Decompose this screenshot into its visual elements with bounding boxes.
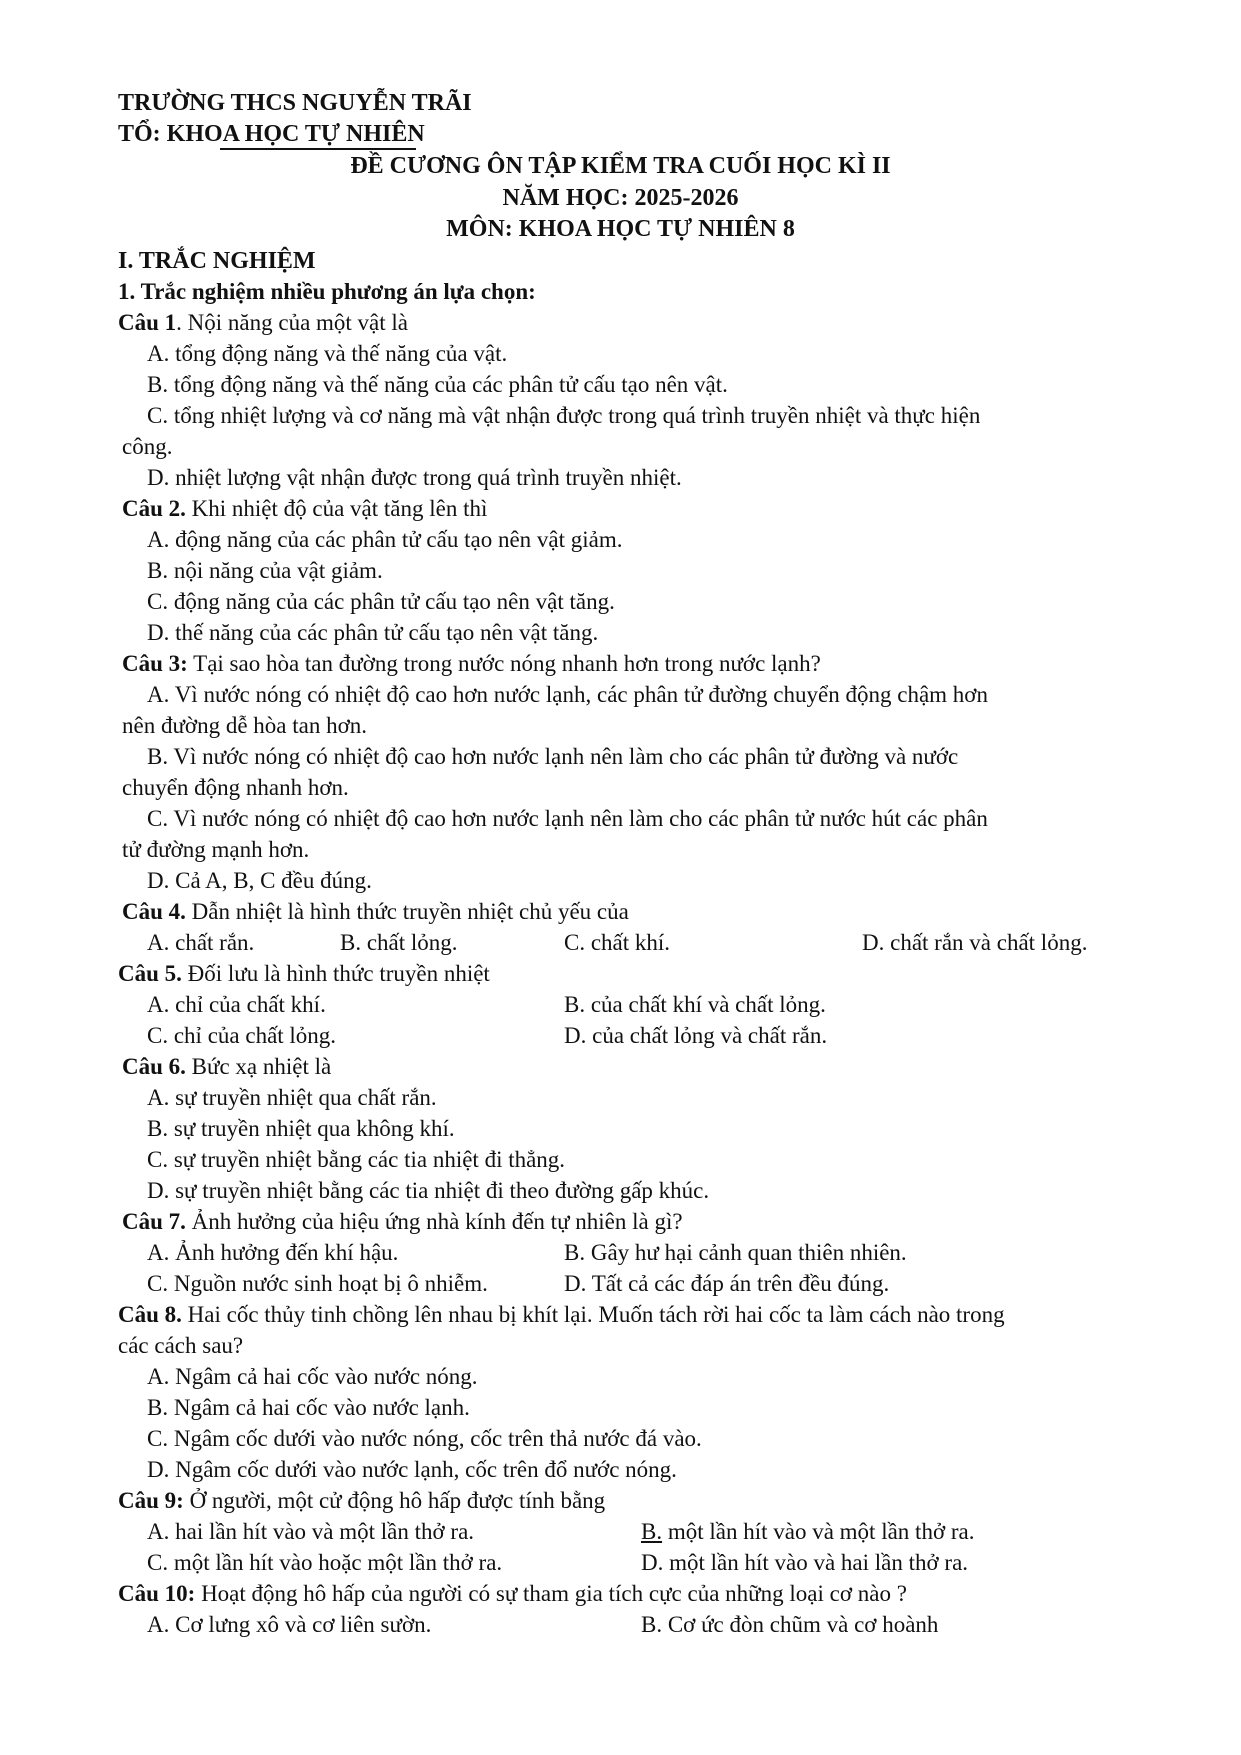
- question-7-option-c: C. Nguồn nước sinh hoạt bị ô nhiễm.: [147, 1271, 488, 1296]
- question-10-option-a: A. Cơ lưng xô và cơ liên sườn.: [147, 1612, 432, 1637]
- question-5-label: Câu 5.: [118, 961, 182, 986]
- question-1-option-c: C. tổng nhiệt lượng và cơ năng mà vật nhận được trong quá trình truyền nhiệt và thực hiện: [147, 403, 981, 428]
- question-4-option-c: C. chất khí.: [564, 930, 671, 955]
- question-5: [118, 959, 490, 989]
- question-3-option-a-cont: nên đường dễ hòa tan hơn.: [122, 713, 368, 738]
- question-8-label: Câu 8.: [118, 1302, 182, 1327]
- question-5-option-c: C. chỉ của chất lỏng.: [147, 1023, 337, 1048]
- question-4-option-b: B. chất lỏng.: [340, 930, 458, 955]
- question-2-option-d: D. thế năng của các phân tử cấu tạo nên vật tăng.: [147, 620, 599, 645]
- question-1-text: . Nội năng của một vật là: [176, 310, 409, 335]
- question-8-option-a: A. Ngâm cả hai cốc vào nước nóng.: [147, 1364, 478, 1389]
- question-2-option-b: B. nội năng của vật giảm.: [147, 558, 383, 583]
- department-underline: [220, 148, 416, 150]
- question-5-option-d: D. của chất lỏng và chất rắn.: [564, 1023, 828, 1048]
- question-1: [118, 308, 408, 338]
- question-6-option-b: B. sự truyền nhiệt qua không khí.: [147, 1116, 455, 1141]
- question-6-option-d: D. sự truyền nhiệt bằng các tia nhiệt đi theo đường gấp khúc.: [147, 1178, 710, 1203]
- question-1-option-d: D. nhiệt lượng vật nhận được trong quá trình truyền nhiệt.: [147, 465, 682, 490]
- question-6-label: Câu 6.: [122, 1054, 186, 1079]
- question-5-text: Đối lưu là hình thức truyền nhiệt: [181, 961, 490, 986]
- question-4-text: Dẫn nhiệt là hình thức truyền nhiệt chủ yếu của: [185, 899, 629, 924]
- question-2-label: Câu 2.: [122, 496, 186, 521]
- question-3-option-c: C. Vì nước nóng có nhiệt độ cao hơn nước lạnh nên làm cho các phân tử nước hút các phân: [147, 806, 988, 831]
- question-1-option-a: A. tổng động năng và thế năng của vật.: [147, 341, 508, 366]
- question-4: [122, 897, 629, 927]
- question-9-option-b-text: một lần hít vào và một lần thở ra.: [662, 1519, 975, 1544]
- subject-title: MÔN: KHOA HỌC TỰ NHIÊN 8: [446, 216, 795, 242]
- document-title: ĐỀ CƯƠNG ÔN TẬP KIỂM TRA CUỐI HỌC KÌ II: [350, 153, 891, 179]
- question-10: [118, 1579, 907, 1609]
- question-7: [122, 1207, 683, 1237]
- question-9-option-a: A. hai lần hít vào và một lần thở ra.: [147, 1519, 475, 1544]
- question-8-option-c: C. Ngâm cốc dưới vào nước nóng, cốc trên thả nước đá vào.: [147, 1426, 702, 1451]
- question-7-option-a: A. Ảnh hưởng đến khí hậu.: [147, 1240, 399, 1265]
- question-3: [122, 649, 821, 679]
- question-10-label: Câu 10:: [118, 1581, 196, 1606]
- question-10-text: Hoạt động hô hấp của người có sự tham gia tích cực của những loại cơ nào ?: [195, 1581, 907, 1606]
- school-name: TRƯỜNG THCS NGUYỄN TRÃI: [118, 90, 472, 116]
- question-9-text: Ở người, một cử động hô hấp được tính bằng: [183, 1488, 606, 1513]
- question-3-option-a: A. Vì nước nóng có nhiệt độ cao hơn nước lạnh, các phân tử đường chuyển động chậm hơn: [147, 682, 988, 707]
- question-9: [118, 1486, 605, 1516]
- department-name: TỔ: KHOA HỌC TỰ NHIÊN: [118, 121, 425, 147]
- question-6-option-c: C. sự truyền nhiệt bằng các tia nhiệt đi thẳng.: [147, 1147, 566, 1172]
- question-9-option-d: D. một lần hít vào và hai lần thở ra.: [641, 1550, 969, 1575]
- question-4-label: Câu 4.: [122, 899, 186, 924]
- question-3-label: Câu 3:: [122, 651, 188, 676]
- question-6: [122, 1052, 331, 1082]
- question-6-text: Bức xạ nhiệt là: [185, 1054, 332, 1079]
- question-10-option-b: B. Cơ ức đòn chũm và cơ hoành: [641, 1612, 939, 1637]
- question-9-option-c: C. một lần hít vào hoặc một lần thở ra.: [147, 1550, 503, 1575]
- question-2-text: Khi nhiệt độ của vật tăng lên thì: [185, 496, 488, 521]
- question-7-text: Ảnh hưởng của hiệu ứng nhà kính đến tự nhiên là gì?: [185, 1209, 683, 1234]
- question-5-option-a: A. chỉ của chất khí.: [147, 992, 326, 1017]
- question-3-option-b-cont: chuyển động nhanh hơn.: [122, 775, 349, 800]
- question-4-option-a: A. chất rắn.: [147, 930, 255, 955]
- question-1-option-c-cont: công.: [122, 434, 173, 459]
- question-7-label: Câu 7.: [122, 1209, 186, 1234]
- question-9-label: Câu 9:: [118, 1488, 184, 1513]
- question-2-option-c: C. động năng của các phân tử cấu tạo nên vật tăng.: [147, 589, 615, 614]
- question-5-option-b: B. của chất khí và chất lỏng.: [564, 992, 826, 1017]
- question-4-option-d: D. chất rắn và chất lỏng.: [862, 930, 1088, 955]
- section-heading: I. TRẮC NGHIỆM: [118, 248, 316, 274]
- question-3-option-b: B. Vì nước nóng có nhiệt độ cao hơn nước lạnh nên làm cho các phân tử đường và nước: [147, 744, 959, 769]
- school-year: NĂM HỌC: 2025-2026: [502, 185, 739, 211]
- question-9-option-b: [641, 1517, 974, 1547]
- question-3-text: Tại sao hòa tan đường trong nước nóng nhanh hơn trong nước lạnh?: [187, 651, 821, 676]
- question-2: [122, 494, 487, 524]
- section-subheading: 1. Trắc nghiệm nhiều phương án lựa chọn:: [118, 279, 536, 304]
- question-6-option-a: A. sự truyền nhiệt qua chất rắn.: [147, 1085, 437, 1110]
- question-8-option-b: B. Ngâm cả hai cốc vào nước lạnh.: [147, 1395, 470, 1420]
- question-8-text: Hai cốc thủy tinh chồng lên nhau bị khít lại. Muốn tách rời hai cốc ta làm cách nào trong: [181, 1302, 1005, 1327]
- question-7-option-d: D. Tất cả các đáp án trên đều đúng.: [564, 1271, 890, 1296]
- question-7-option-b: B. Gây hư hại cảnh quan thiên nhiên.: [564, 1240, 907, 1265]
- question-3-option-c-cont: tử đường mạnh hơn.: [122, 837, 310, 862]
- question-8: [118, 1300, 1005, 1330]
- question-1-label: Câu 1: [118, 310, 177, 335]
- question-8-text-cont: các cách sau?: [118, 1333, 244, 1358]
- question-2-option-a: A. động năng của các phân tử cấu tạo nên vật giảm.: [147, 527, 623, 552]
- question-9-option-b-letter: B.: [641, 1519, 663, 1544]
- question-1-option-b: B. tổng động năng và thế năng của các phân tử cấu tạo nên vật.: [147, 372, 728, 397]
- question-8-option-d: D. Ngâm cốc dưới vào nước lạnh, cốc trên đổ nước nóng.: [147, 1457, 677, 1482]
- question-3-option-d: D. Cả A, B, C đều đúng.: [147, 868, 372, 893]
